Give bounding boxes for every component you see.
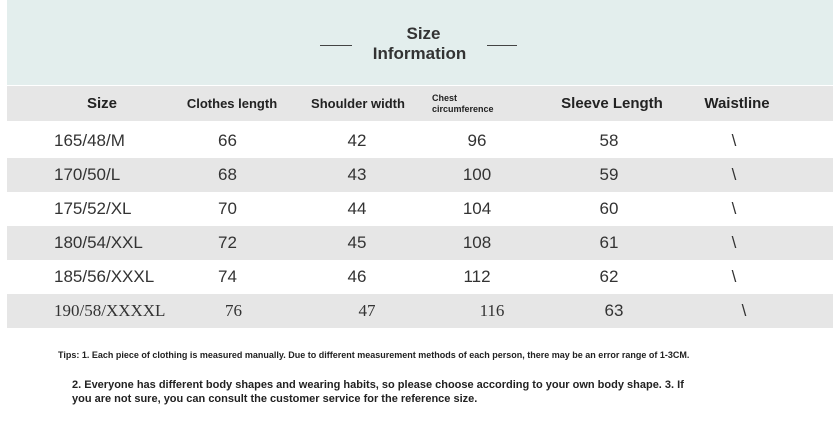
cell-size: 175/52/XL [54,199,132,218]
title-line-1: Size [406,24,441,43]
cell-shoulder-width: 42 [347,131,367,150]
cell-chest: 112 [463,267,491,286]
header-clothes-length: Clothes length [186,96,278,111]
cell-clothes-length: 74 [218,267,237,286]
cell-waistline: \ [741,301,747,320]
cell-clothes-length: 66 [218,131,237,150]
tips-note-2: 2. Everyone has different body shapes and wearing habits, so please choose according to your own body shape. 3. If you are not sure, you can consult the customer service for the reference size. [72,379,684,405]
table-row [7,124,833,158]
cell-sleeve-length: 61 [599,233,619,252]
cell-sleeve-length: 60 [599,199,619,218]
cell-chest: 100 [462,165,492,184]
header-waistline: Waistline [704,95,770,112]
cell-size: 165/48/M [54,131,125,150]
table-row [7,294,833,328]
cell-waistline: \ [731,199,737,218]
table-row [7,226,833,260]
cell-size: 180/54/XXL [54,233,143,252]
table-row [7,158,833,192]
header-sleeve-length: Sleeve Length [561,95,663,112]
cell-chest: 116 [479,301,505,320]
cell-sleeve-length: 63 [604,301,624,320]
cell-sleeve-length: 59 [599,165,619,184]
table-header [7,86,833,121]
title-rule-right [487,45,517,46]
cell-clothes-length: 68 [218,165,237,184]
cell-waistline: \ [731,233,737,252]
cell-chest: 108 [462,233,492,252]
cell-shoulder-width: 43 [347,165,367,184]
title-rule-left [320,45,352,46]
tips-note: Tips: 1. Each piece of clothing is measured manually. Due to different measurement methods of each person, there may be an error range of 1-3CM. [58,350,690,360]
cell-shoulder-width: 44 [347,199,367,218]
table-row [7,192,833,226]
cell-chest: 104 [462,199,492,218]
header-shoulder-width: Shoulder width [311,96,405,111]
cell-size: 185/56/XXXL [54,267,155,286]
cell-shoulder-width: 45 [347,233,367,252]
header-size: Size [86,95,117,112]
title-line-2: Information [372,44,467,63]
table-row [7,260,833,294]
cell-sleeve-length: 58 [599,131,619,150]
cell-clothes-length: 70 [218,199,237,218]
page-title [0,24,839,64]
cell-waistline: \ [731,131,737,150]
cell-sleeve-length: 62 [599,267,619,286]
cell-waistline: \ [731,267,737,286]
cell-shoulder-width: 47 [358,301,376,320]
cell-shoulder-width: 46 [347,267,367,286]
cell-clothes-length: 76 [225,301,242,320]
cell-waistline: \ [731,165,737,184]
cell-size: 190/58/XXXXL [54,301,166,320]
cell-size: 170/50/L [54,165,121,184]
header-chest-circumference: Chest circumference [432,92,494,114]
cell-clothes-length: 72 [218,233,237,252]
cell-chest: 96 [467,131,487,150]
